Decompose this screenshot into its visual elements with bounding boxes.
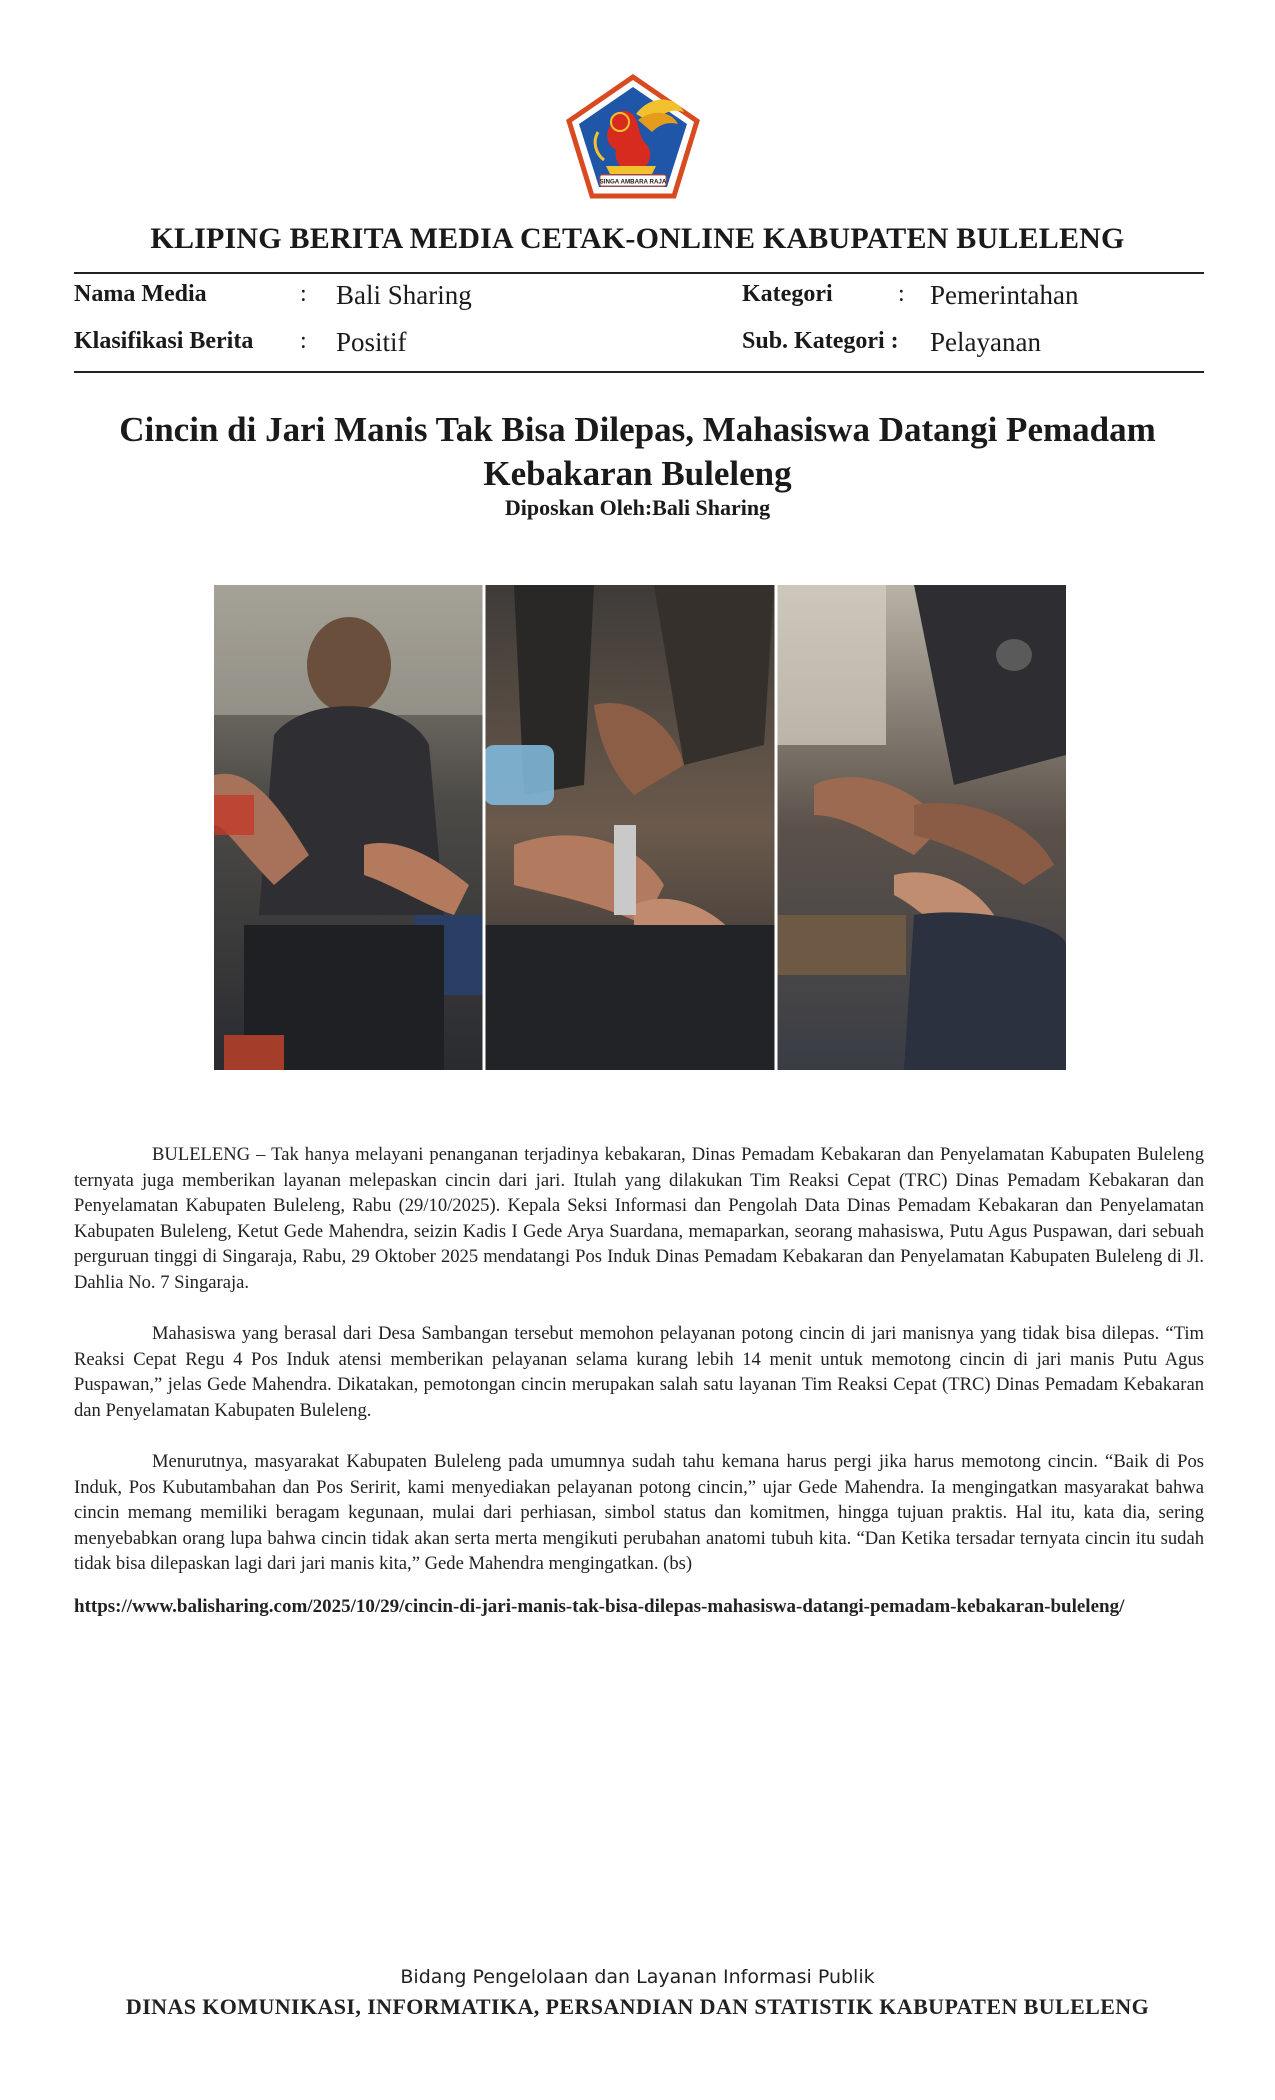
- kategori-colon: :: [898, 281, 905, 307]
- photo-panel-right: [776, 585, 1066, 1070]
- media-value: Bali Sharing: [336, 280, 472, 310]
- subkategori-label: Sub. Kategori :: [742, 328, 899, 354]
- subkategori-value: Pelayanan: [930, 327, 1041, 357]
- media-colon: :: [300, 281, 307, 307]
- article-body: [74, 1142, 1204, 1603]
- logo-seal-text: SINGA AMBARA RAJA: [599, 178, 667, 186]
- photo-panel-left: [214, 585, 484, 1070]
- footer-unit: Bidang Pengelolaan dan Layanan Informasi Publik: [400, 1966, 875, 1988]
- article-photo-collage: [214, 585, 1066, 1070]
- document-title: KLIPING BERITA MEDIA CETAK-ONLINE KABUPATEN BULELENG: [150, 222, 1125, 255]
- buleleng-regency-logo: [566, 74, 700, 200]
- header-divider-bottom: [74, 371, 1204, 373]
- article-paragraph-1: BULELENG – Tak hanya melayani penanganan terjadinya kebakaran, Dinas Pemadam Kebakaran dan Penyelamatan Kabupaten Buleleng ternyata juga memberikan layanan melepaskan cincin dari jari. Itulah yang dilakukan Tim Reaksi Cepat (TRC) Dinas Pemadam Kebakaran dan Penyelamatan Kabupaten Buleleng, Rabu (29/10/2025). Kepala Seksi Informasi dan Pengolah Data Dinas Pemadam Kebakaran dan Penyelamatan Kabupaten Buleleng, Ketut Gede Mahendra, seizin Kadis I Gede Arya Suardana, memaparkan, seorang mahasiswa, Putu Agus Puspawan, dari sebuah perguruan tinggi di Singaraja, Rabu, 29 Oktober 2025 mendatangi Pos Induk Dinas Pemadam Kebakaran dan Penyelamatan Kabupaten Buleleng di Jl. Dahlia No. 7 Singaraja.: [74, 1144, 1204, 1293]
- article-byline: Diposkan Oleh:Bali Sharing: [504, 495, 771, 520]
- photo-panel-middle: [484, 585, 776, 1070]
- article-paragraph-2: Mahasiswa yang berasal dari Desa Sambangan tersebut memohon pelayanan potong cincin di jari manisnya yang tidak bisa dilepas. “Tim Reaksi Cepat Regu 4 Pos Induk atensi memberikan pelayanan selama kurang lebih 14 menit untuk memotong cincin di jari manis Putu Agus Puspawan,” jelas Gede Mahendra. Dikatakan, pemotongan cincin merupakan salah satu layanan Tim Reaksi Cepat (TRC) Dinas Pemadam Kebakaran dan Penyelamatan Kabupaten Buleleng.: [74, 1323, 1204, 1421]
- source-url: https://www.balisharing.com/2025/10/29/cincin-di-jari-manis-tak-bisa-dilepas-mahasiswa-datangi-pemadam-kebakaran-buleleng/: [74, 1596, 1125, 1617]
- klasifikasi-colon: :: [300, 328, 307, 354]
- kategori-value: Pemerintahan: [930, 280, 1079, 310]
- article-headline: Cincin di Jari Manis Tak Bisa Dilepas, Mahasiswa Datangi Pemadam Kebakaran Buleleng: [119, 410, 1156, 493]
- klasifikasi-value: Positif: [336, 327, 407, 357]
- klasifikasi-label: Klasifikasi Berita: [74, 328, 254, 354]
- media-label: Nama Media: [74, 281, 207, 307]
- header-divider-top: [74, 272, 1204, 274]
- footer-agency: DINAS KOMUNIKASI, INFORMATIKA, PERSANDIAN DAN STATISTIK KABUPATEN BULELENG: [125, 1994, 1150, 2019]
- article-paragraph-3: Menurutnya, masyarakat Kabupaten Buleleng pada umumnya sudah tahu kemana harus pergi jika harus memotong cincin. “Baik di Pos Induk, Pos Kubutambahan dan Pos Seririt, kami menyediakan pelayanan potong cincin,” ujar Gede Mahendra. Ia mengingatkan masyarakat bahwa cincin memang memiliki beragam kegunaan, mulai dari perhiasan, simbol status dan komitmen, hingga tujuan praktis. Hal itu, kata dia, sering menyebabkan orang lupa bahwa cincin tidak akan serta merta mengikuti perubahan anatomi tubuh kita. “Dan Ketika tersadar ternyata cincin itu sudah tidak bisa dilepaskan lagi dari jari manis kita,” Gede Mahendra mengingatkan. (bs): [74, 1451, 1204, 1574]
- kategori-label: Kategori: [742, 281, 833, 307]
